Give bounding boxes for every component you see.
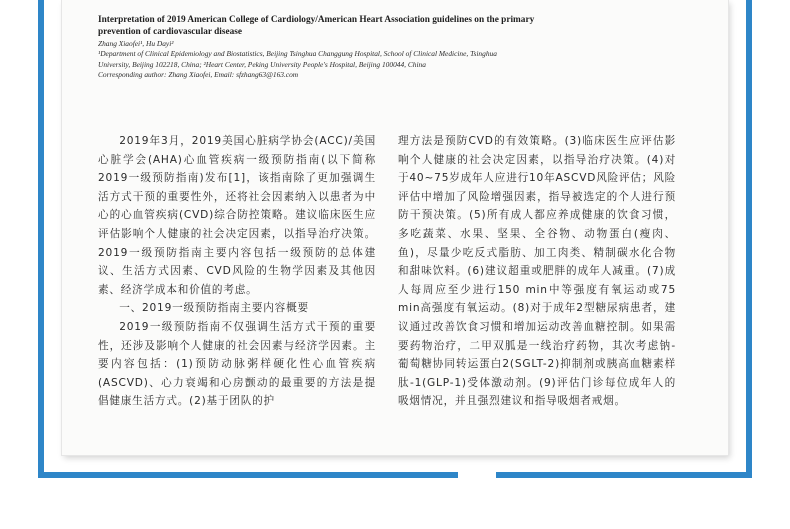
intro-paragraph: 2019年3月，2019美国心脏病学协会(ACC)/美国心脏学会(AHA)心血管疾病一级预防指南(以下简称2019一级预防指南)发布[1]，该指南除了更加强调生活方式干预的重要性外，还将社会因素纳入以患者为中心的心血管疾病(CVD)综合防控策略。建议临床医生应评估影响个人健康的社会决定因素，以指导治疗决策。2019一级预防指南主要内容包括一级预防的总体建议、生活方式因素、CVD风险的生物学因素及其他因素、经济学成本和价值的考虑。 (98, 135, 376, 296)
column-left (98, 132, 376, 411)
accent-bar-left (38, 0, 44, 478)
page-content (98, 14, 698, 408)
column-right (398, 132, 676, 411)
section-paragraph: 2019一级预防指南不仅强调生活方式干预的重要性，还涉及影响个人健康的社会因素与经济学因素。主要内容包括：(1)预防动脉粥样硬化性心血管疾病(ASCVD)、心力衰竭和心房颤动的最重要的方法是提倡健康生活方式。(2)基于团队的护 (98, 320, 376, 408)
corresponding-author: Corresponding author: Zhang Xiaofei, Email: sfzhang63@163.com (98, 70, 299, 80)
accent-bar-bottom-left (38, 472, 458, 478)
section-heading: 一、2019一级预防指南主要内容概要 (119, 302, 309, 315)
article-affiliations: ¹Department of Clinical Epidemiology and Biostatistics, Beijing Tsinghua Changgung Hospital, School of Clinical Medicine, Tsinghua University, Beijing 102218, China; ²Heart Center, Peking University People's Hospital, Beijing 100044, China (98, 49, 497, 69)
continued-paragraph: 理方法是预防CVD的有效策略。(3)临床医生应评估影响个人健康的社会决定因素，以指导治疗决策。(4)对于40~75岁成年人应进行10年ASCVD风险评估；风险评估中增加了风险增强因素，指导被选定的个人进行预防干预决策。(5)所有成人都应养成健康的饮食习惯，多吃蔬菜、水果、坚果、全谷物、动物蛋白(瘦肉、鱼)，尽量少吃反式脂肪、加工肉类、精制碳水化合物和甜味饮料。(6)建议超重或肥胖的成年人减重。(7)成人每周应至少进行150 min中等强度有氧运动或75 min高强度有氧运动。(8)对于成年2型糖尿病患者，建议通过改善饮食习惯和增加运动改善血糖控制。如果需要药物治疗，二甲双胍是一线治疗药物，其次考虑钠-葡萄糖协同转运蛋白2(SGLT-2)抑制剂或胰高血糖素样肽-1(GLP-1)受体激动剂。(9)评估门诊每位成年人的吸烟情况，并且强烈建议和指导吸烟者戒烟。 (398, 135, 676, 408)
article-authors: Zhang Xiaofei¹, Hu Dayi² (98, 39, 174, 48)
document-page (62, 0, 728, 455)
accent-bar-right (746, 0, 752, 478)
article-title: Interpretation of 2019 American College of Cardiology/American Heart Association guidelines on the primary prevention of cardiovascular disease (98, 15, 535, 37)
accent-bar-bottom-right (496, 472, 752, 478)
